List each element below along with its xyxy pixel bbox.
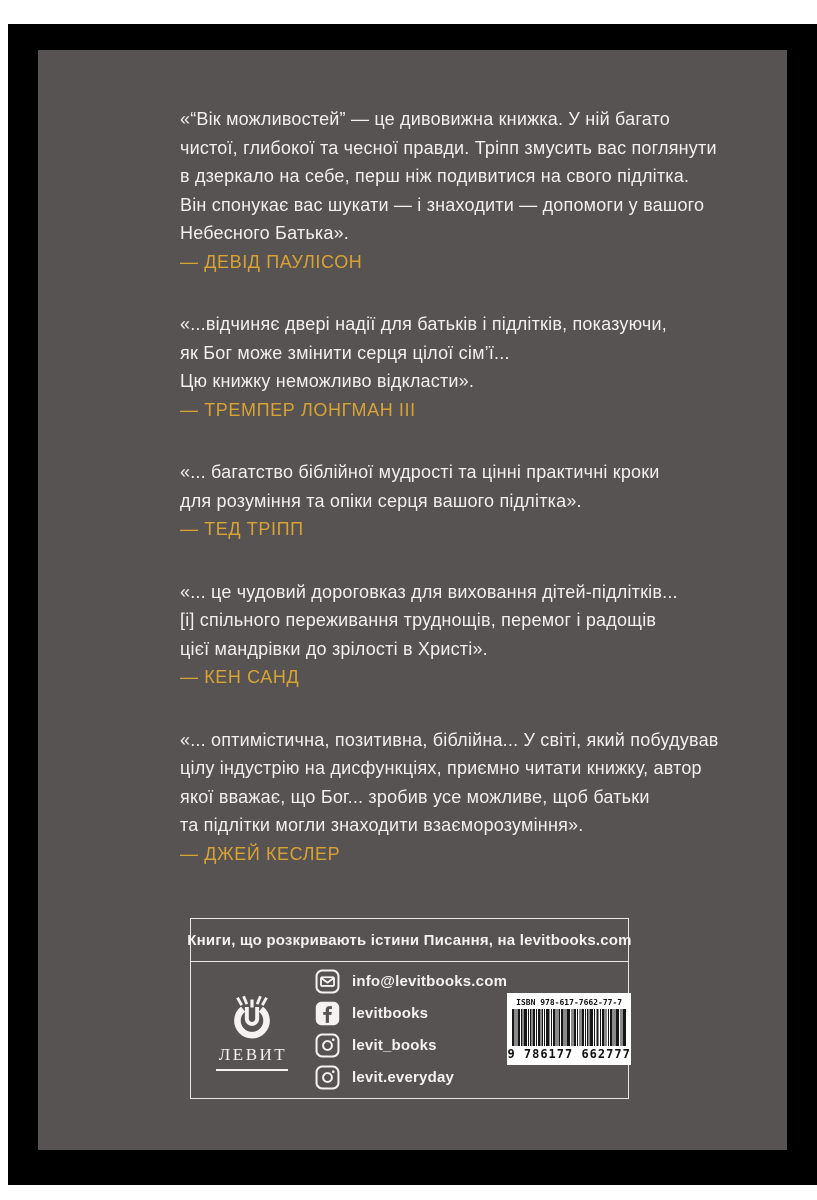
contact-row-instagram bbox=[315, 1032, 507, 1058]
cover-inner bbox=[38, 50, 787, 1150]
quote-block-5 bbox=[180, 726, 727, 869]
publisher-info-body bbox=[191, 962, 631, 1098]
quote-line: як Бог може змінити серця цілої сім’ї... bbox=[180, 342, 510, 363]
quote-line: Цю книжку неможливо відкласти». bbox=[180, 371, 475, 391]
quote-line: в дзеркало на себе, перш ніж подивитися на свого підлітка. bbox=[180, 166, 690, 186]
quote-line: Небесного Батька». bbox=[180, 223, 350, 243]
quote-line: цієї мандрівки до зрілості в Христі». bbox=[180, 638, 488, 659]
quote-line: чистої, глибокої та чесної правди. Тріпп змусить вас поглянути bbox=[180, 137, 717, 158]
contact-row-facebook bbox=[315, 1000, 507, 1026]
publisher-tagline: Книги, що розкривають істини Писання, на levitbooks.com bbox=[191, 919, 628, 962]
instagram-icon bbox=[315, 1033, 340, 1058]
quote-line: якої вважає, що Бог... зробив усе можливе, щоб батьки bbox=[180, 786, 650, 807]
quote-block-1 bbox=[180, 105, 727, 276]
instagram-icon bbox=[315, 1065, 340, 1090]
quote-line: [і] спільного переживання труднощів, перемог і радощів bbox=[180, 610, 657, 630]
publisher-logo bbox=[195, 987, 309, 1071]
quote-attribution: — ДЖЕЙ КЕСЛЕР bbox=[180, 843, 341, 864]
logo-wordmark: ЛЕВИТ bbox=[216, 1044, 288, 1071]
quote-block-2 bbox=[180, 310, 727, 424]
quote-line: цілу індустрію на дисфункціях, приємно читати книжку, автор bbox=[180, 758, 702, 778]
barcode bbox=[507, 993, 631, 1065]
contact-list bbox=[309, 968, 507, 1090]
contact-label: info@levitbooks.com bbox=[352, 972, 508, 990]
quote-attribution: — КЕН САНД bbox=[180, 667, 300, 687]
quote-line: та підлітки могли знаходити взаєморозуміння». bbox=[180, 815, 584, 835]
quote-line: «“Вік можливостей” — це дивовижна книжка. У ній багато bbox=[180, 109, 670, 129]
contact-label: levit.everyday bbox=[352, 1068, 455, 1086]
quote-line: для розуміння та опіки серця вашого підлітка». bbox=[180, 490, 582, 511]
quote-line: «... багатство біблійної мудрості та цінні практичні кроки bbox=[180, 462, 660, 482]
barcode-isbn-text: ISBN 978-617-7662-77-7 bbox=[516, 998, 623, 1007]
barcode-digits: 9 786177 662777 bbox=[507, 1047, 631, 1061]
quote-attribution: — ДЕВІД ПАУЛІСОН bbox=[180, 251, 363, 272]
quote-block-3 bbox=[180, 458, 727, 544]
quote-line: «... це чудовий дороговказ для виховання дітей-підлітків... bbox=[180, 581, 678, 602]
barcode-bars bbox=[512, 1009, 626, 1046]
levit-lamp-icon bbox=[222, 987, 282, 1043]
contact-label: levit_books bbox=[352, 1036, 437, 1054]
book-cover bbox=[8, 24, 817, 1185]
contact-row-instagram-2 bbox=[315, 1064, 507, 1090]
facebook-icon bbox=[315, 1001, 340, 1026]
quote-line: Він спонукає вас шукати — і знаходити — допомоги у вашого bbox=[180, 194, 705, 215]
quote-line: «...відчиняє двері надії для батьків і підлітків, показуючи, bbox=[180, 314, 667, 334]
contact-row-email bbox=[315, 968, 507, 994]
quote-attribution: — ТРЕМПЕР ЛОНГМАН III bbox=[180, 399, 416, 420]
quote-block-4 bbox=[180, 578, 727, 692]
email-icon bbox=[315, 969, 340, 994]
contact-label: levitbooks bbox=[352, 1004, 429, 1022]
publisher-info-box bbox=[187, 918, 632, 1099]
quote-line: «... оптимістична, позитивна, біблійна... У світі, який побудував bbox=[180, 729, 719, 750]
quote-attribution: — ТЕД ТРІПП bbox=[180, 519, 304, 539]
